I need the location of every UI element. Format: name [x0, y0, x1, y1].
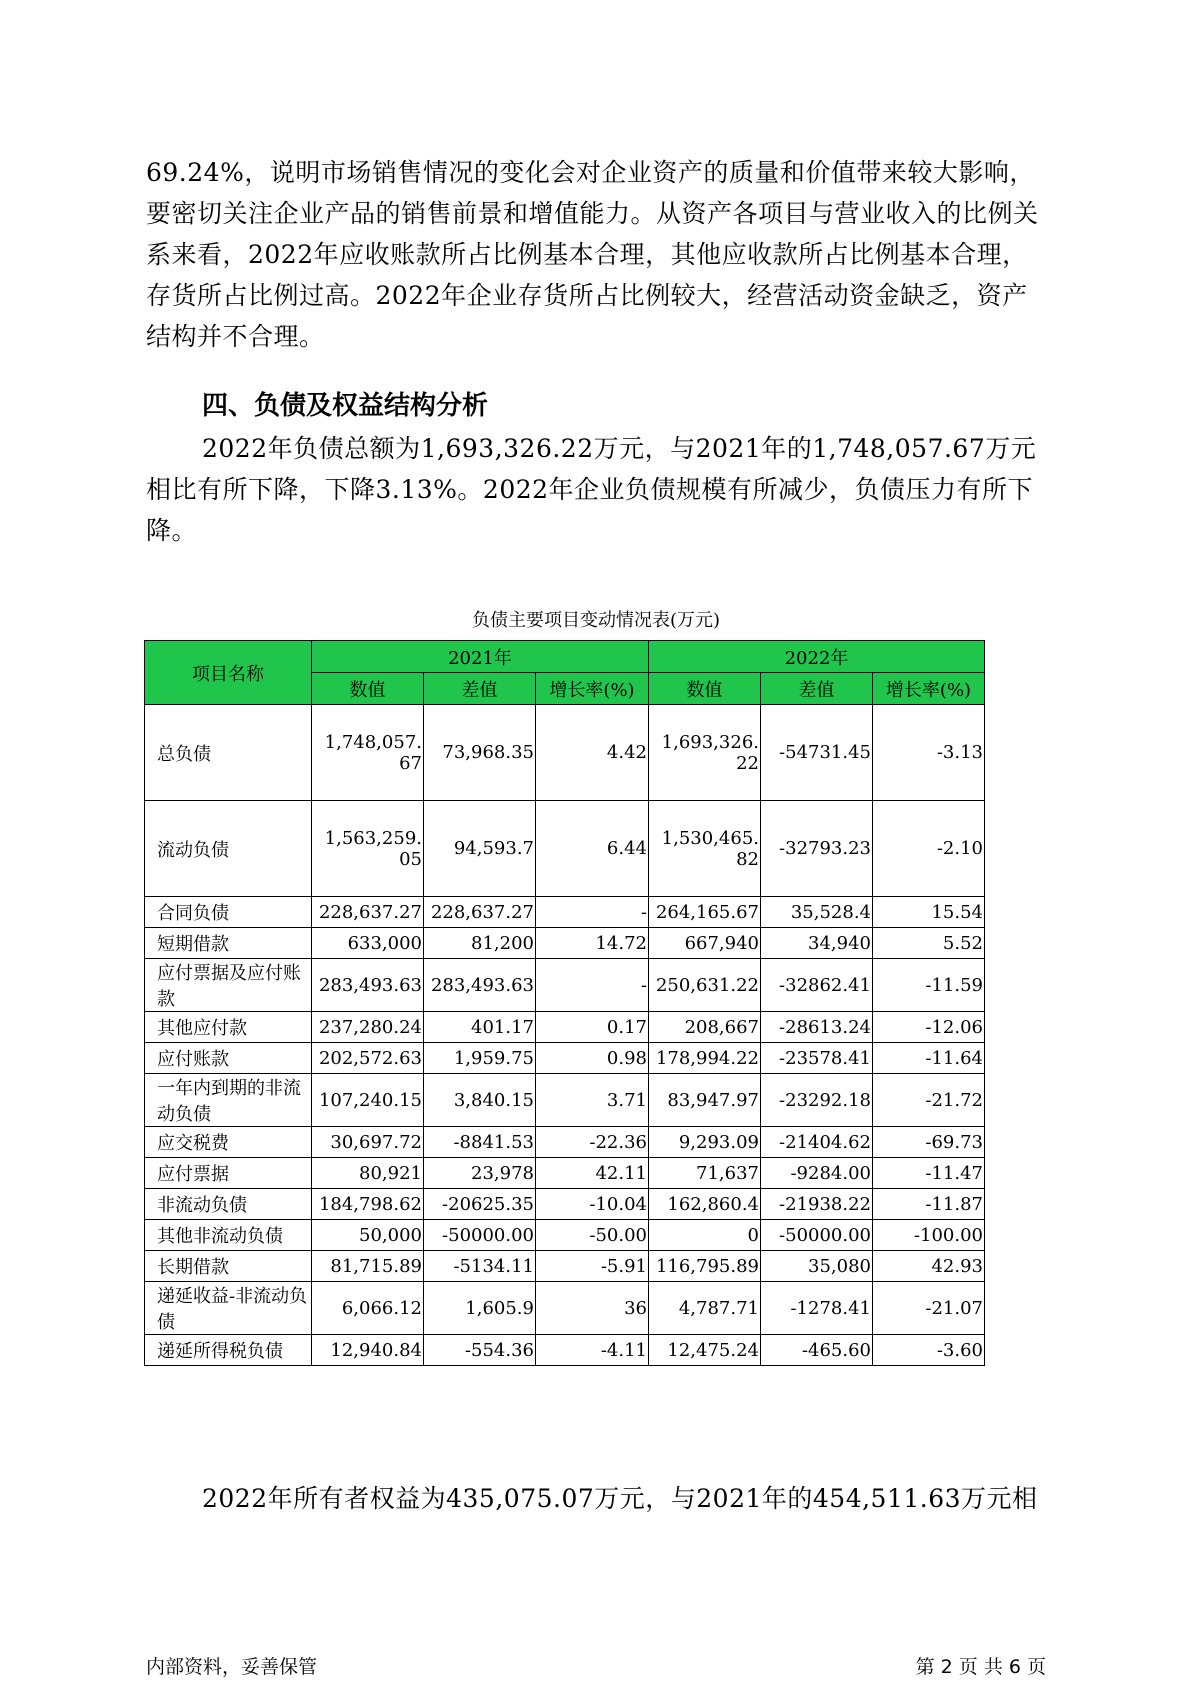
table-cell: 162,860.4	[649, 1189, 761, 1220]
table-cell: -32793.23	[761, 801, 873, 897]
table-cell: 107,240.15	[312, 1074, 424, 1127]
footer-confidential: 内部资料，妥善保管	[146, 1656, 318, 1678]
table-cell: -23292.18	[761, 1074, 873, 1127]
table-cell: 12,475.24	[649, 1335, 761, 1366]
table-cell: -21.72	[873, 1074, 985, 1127]
table-cell: 73,968.35	[424, 705, 536, 801]
table-cell: -69.73	[873, 1127, 985, 1158]
table-cell: -	[536, 959, 649, 1012]
table-cell: 15.54	[873, 897, 985, 928]
table-row	[145, 705, 985, 801]
row-label: 应付账款	[145, 1043, 312, 1074]
table-row	[145, 801, 985, 897]
subheader-diff-2022: 差值	[761, 673, 873, 705]
table-cell: 71,637	[649, 1158, 761, 1189]
footer-page-number: 第 2 页 共 6 页	[915, 1656, 1046, 1678]
row-label: 一年内到期的非流动负债	[145, 1074, 312, 1127]
table-row	[145, 1282, 985, 1335]
liability-table	[144, 640, 985, 1366]
table-cell: 42.11	[536, 1158, 649, 1189]
row-label: 其他应付款	[145, 1012, 312, 1043]
table-cell: 264,165.67	[649, 897, 761, 928]
table-cell: -28613.24	[761, 1012, 873, 1043]
subheader-value-2021: 数值	[312, 673, 424, 705]
row-label: 长期借款	[145, 1251, 312, 1282]
table-cell: 6,066.12	[312, 1282, 424, 1335]
row-label: 递延所得税负债	[145, 1335, 312, 1366]
row-label: 其他非流动负债	[145, 1220, 312, 1251]
table-cell: -22.36	[536, 1127, 649, 1158]
table-cell: -50000.00	[424, 1220, 536, 1251]
table-row	[145, 897, 985, 928]
table-cell: -3.13	[873, 705, 985, 801]
table-cell: 36	[536, 1282, 649, 1335]
subheader-growth-2021: 增长率(%)	[536, 673, 649, 705]
table-cell: 83,947.97	[649, 1074, 761, 1127]
table-cell: -10.04	[536, 1189, 649, 1220]
row-label: 短期借款	[145, 928, 312, 959]
table-cell: -9284.00	[761, 1158, 873, 1189]
table-cell: -54731.45	[761, 705, 873, 801]
table-cell: -3.60	[873, 1335, 985, 1366]
table-cell: -21404.62	[761, 1127, 873, 1158]
row-label: 应交税费	[145, 1127, 312, 1158]
table-cell: 42.93	[873, 1251, 985, 1282]
table-row	[145, 1251, 985, 1282]
header-year-2021: 2021年	[312, 641, 649, 673]
table-cell: 34,940	[761, 928, 873, 959]
row-label: 流动负债	[145, 801, 312, 897]
table-cell: -	[536, 897, 649, 928]
subheader-diff-2021: 差值	[424, 673, 536, 705]
table-cell: 283,493.63	[424, 959, 536, 1012]
table-row	[145, 1158, 985, 1189]
table-cell: -11.64	[873, 1043, 985, 1074]
table-cell: 30,697.72	[312, 1127, 424, 1158]
table-row	[145, 1074, 985, 1127]
table-cell: 283,493.63	[312, 959, 424, 1012]
table-cell: 80,921	[312, 1158, 424, 1189]
table-cell: 35,080	[761, 1251, 873, 1282]
table-cell: 1,605.9	[424, 1282, 536, 1335]
table-cell: -23578.41	[761, 1043, 873, 1074]
row-label: 应付票据及应付账款	[145, 959, 312, 1012]
table-cell: 1,530,465.82	[649, 801, 761, 897]
table-cell: 9,293.09	[649, 1127, 761, 1158]
table-cell: 667,940	[649, 928, 761, 959]
table-row	[145, 1012, 985, 1043]
row-label: 非流动负债	[145, 1189, 312, 1220]
header-year-2022: 2022年	[649, 641, 985, 673]
table-cell: 178,994.22	[649, 1043, 761, 1074]
table-cell: -32862.41	[761, 959, 873, 1012]
table-cell: 633,000	[312, 928, 424, 959]
table-cell: -50.00	[536, 1220, 649, 1251]
table-cell: 228,637.27	[424, 897, 536, 928]
table-cell: -11.87	[873, 1189, 985, 1220]
table-cell: 202,572.63	[312, 1043, 424, 1074]
table-cell: -4.11	[536, 1335, 649, 1366]
table-cell: 0	[649, 1220, 761, 1251]
table-cell: 3.71	[536, 1074, 649, 1127]
table-cell: 12,940.84	[312, 1335, 424, 1366]
table-cell: 184,798.62	[312, 1189, 424, 1220]
section-heading: 四、负债及权益结构分析	[202, 391, 489, 421]
table-cell: 6.44	[536, 801, 649, 897]
table-row	[145, 959, 985, 1012]
table-cell: 35,528.4	[761, 897, 873, 928]
table-cell: 81,200	[424, 928, 536, 959]
table-cell: 1,563,259.05	[312, 801, 424, 897]
table-cell: -20625.35	[424, 1189, 536, 1220]
table-row	[145, 1189, 985, 1220]
table-cell: 1,959.75	[424, 1043, 536, 1074]
table-cell: -21938.22	[761, 1189, 873, 1220]
table-cell: -50000.00	[761, 1220, 873, 1251]
table-cell: -100.00	[873, 1220, 985, 1251]
table-cell: 3,840.15	[424, 1074, 536, 1127]
table-row	[145, 1043, 985, 1074]
table-cell: 81,715.89	[312, 1251, 424, 1282]
table-cell: -465.60	[761, 1335, 873, 1366]
table-cell: -21.07	[873, 1282, 985, 1335]
row-label: 应付票据	[145, 1158, 312, 1189]
row-label: 总负债	[145, 705, 312, 801]
table-row	[145, 1220, 985, 1251]
table-cell: 23,978	[424, 1158, 536, 1189]
body-paragraph-2: 2022年负债总额为1,693,326.22万元，与2021年的1,748,057.67万元相比有所下降，下降3.13%。2022年企业负债规模有所减少，负债压力有所下降。	[146, 434, 1037, 545]
table-cell: 1,693,326.22	[649, 705, 761, 801]
table-cell: 0.17	[536, 1012, 649, 1043]
table-row	[145, 1127, 985, 1158]
table-cell: -5134.11	[424, 1251, 536, 1282]
row-label: 合同负债	[145, 897, 312, 928]
table-caption: 负债主要项目变动情况表(万元)	[471, 610, 721, 631]
table-cell: 1,748,057.67	[312, 705, 424, 801]
subheader-growth-2022: 增长率(%)	[873, 673, 985, 705]
table-cell: -2.10	[873, 801, 985, 897]
table-cell: 250,631.22	[649, 959, 761, 1012]
table-cell: -8841.53	[424, 1127, 536, 1158]
table-cell: 14.72	[536, 928, 649, 959]
table-cell: -11.59	[873, 959, 985, 1012]
table-row	[145, 1335, 985, 1366]
table-cell: 4.42	[536, 705, 649, 801]
table-cell: 237,280.24	[312, 1012, 424, 1043]
table-row	[145, 928, 985, 959]
table-cell: -12.06	[873, 1012, 985, 1043]
subheader-value-2022: 数值	[649, 673, 761, 705]
table-cell: 116,795.89	[649, 1251, 761, 1282]
table-cell: 50,000	[312, 1220, 424, 1251]
table-cell: -5.91	[536, 1251, 649, 1282]
table-cell: -11.47	[873, 1158, 985, 1189]
header-item-name: 项目名称	[145, 641, 312, 705]
table-cell: 94,593.7	[424, 801, 536, 897]
table-cell: 4,787.71	[649, 1282, 761, 1335]
table-cell: 5.52	[873, 928, 985, 959]
table-cell: -554.36	[424, 1335, 536, 1366]
table-cell: 208,667	[649, 1012, 761, 1043]
table-cell: 0.98	[536, 1043, 649, 1074]
body-paragraph-1: 69.24%，说明市场销售情况的变化会对企业资产的质量和价值带来较大影响，要密切关注企业产品的销售前景和增值能力。从资产各项目与营业收入的比例关系来看，2022年应收账款所占比例基本合理，其他应收款所占比例基本合理，存货所占比例过高。2022年企业存货所占比例较大，经营活动资金缺乏，资产结构并不合理。	[146, 158, 1039, 351]
table-cell: 228,637.27	[312, 897, 424, 928]
table-cell: 401.17	[424, 1012, 536, 1043]
body-paragraph-3: 2022年所有者权益为435,075.07万元，与2021年的454,511.63万元相	[202, 1484, 1038, 1513]
table-cell: -1278.41	[761, 1282, 873, 1335]
row-label: 递延收益-非流动负债	[145, 1282, 312, 1335]
